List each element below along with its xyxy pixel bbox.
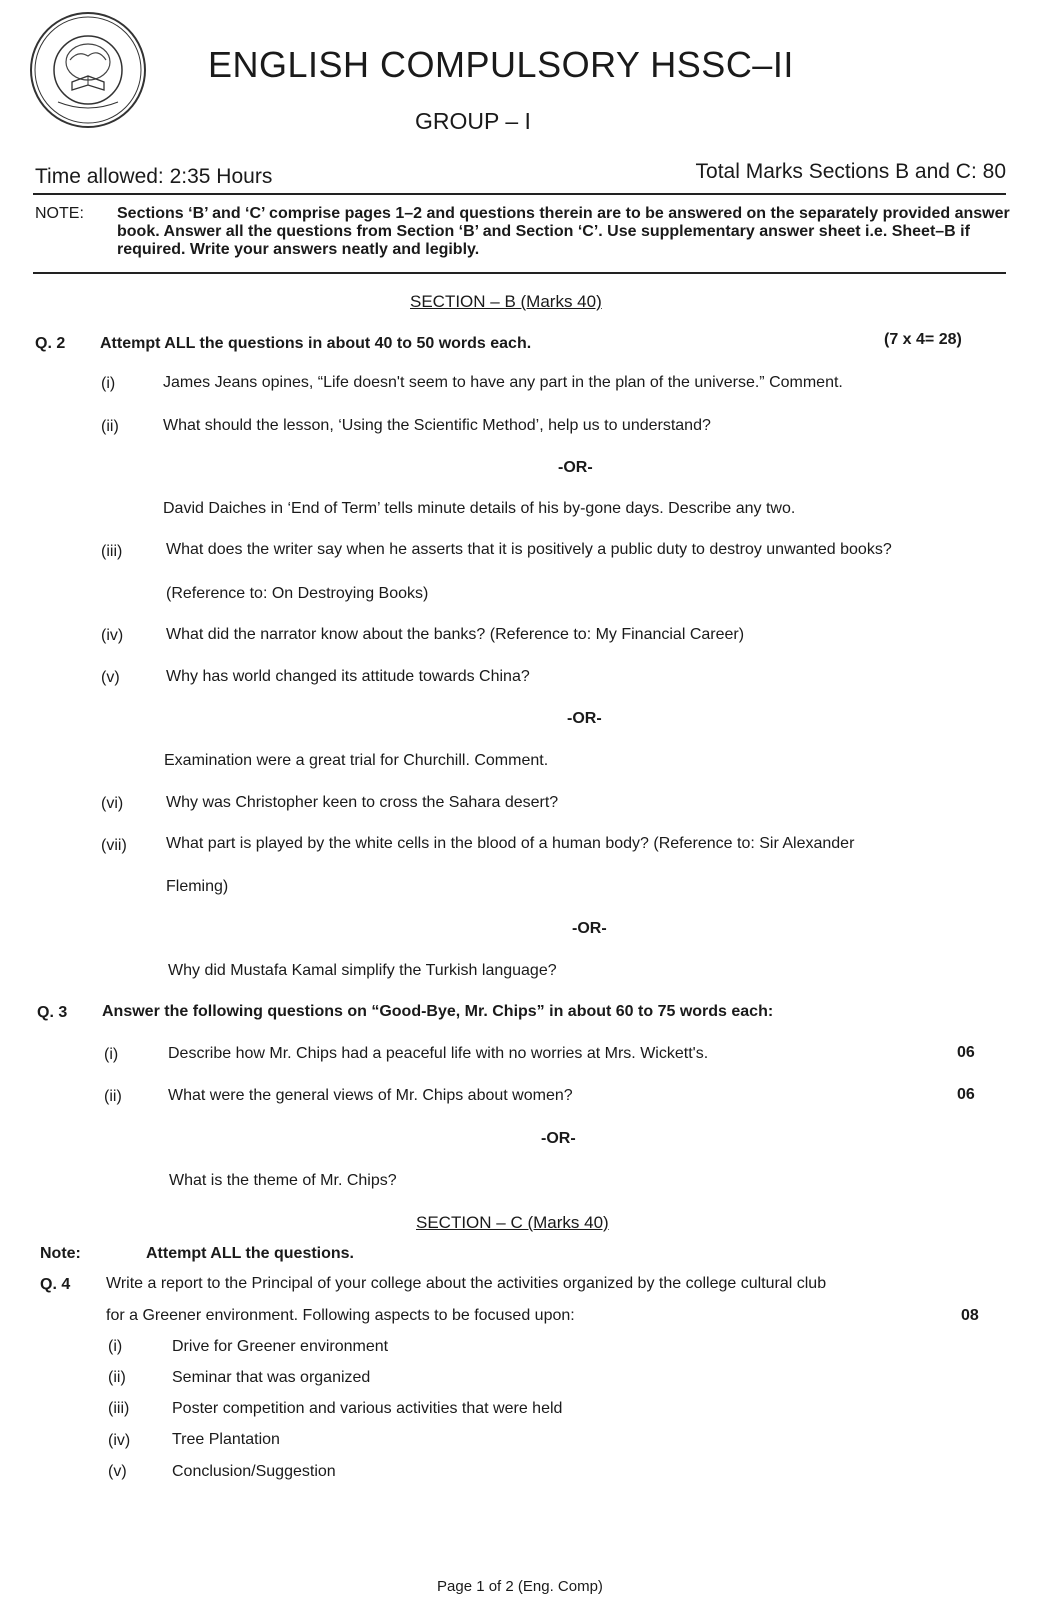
header-divider [33, 193, 1006, 195]
section-c-note-text: Attempt ALL the questions. [146, 1245, 354, 1262]
total-marks: Total Marks Sections B and C: 80 [695, 160, 1006, 183]
or-separator: -OR- [558, 459, 593, 476]
q2-item-text: James Jeans opines, “Life doesn't seem to have any part in the plan of the universe.” Comment. [163, 374, 843, 391]
note-divider [33, 272, 1006, 274]
q4-item-text: Poster competition and various activities that were held [172, 1400, 563, 1417]
q2-item-text: Why was Christopher keen to cross the Sahara desert? [166, 794, 559, 811]
note-text: Sections ‘B’ and ‘C’ comprise pages 1–2 and questions therein are to be answered on the separately provided answer book. Answer all the questions from Section ‘B’ and Section ‘C’. Use supplementary answer sheet i.e. Sheet–B if required. Write your answers neatly and legibly. [117, 205, 1010, 258]
q4-item-number: (i) [108, 1338, 123, 1355]
q4-item-number: (ii) [108, 1369, 126, 1386]
q2-item-text: What part is played by the white cells in the blood of a human body? (Reference to: Sir Alexander [166, 835, 855, 852]
or-separator: -OR- [567, 710, 602, 727]
or-separator: -OR- [572, 920, 607, 937]
q4-item-number: (v) [108, 1463, 127, 1480]
q3-item-number: (i) [104, 1046, 119, 1063]
q2-item-number: (iv) [101, 627, 124, 644]
exam-title: ENGLISH COMPULSORY HSSC–II [208, 44, 794, 85]
q4-number: Q. 4 [40, 1276, 71, 1293]
q2-item-text: What should the lesson, ‘Using the Scientific Method’, help us to understand? [163, 417, 711, 434]
section-c-note-label: Note: [40, 1245, 81, 1262]
time-allowed: Time allowed: 2:35 Hours [35, 165, 273, 188]
page-footer: Page 1 of 2 (Eng. Comp) [437, 1578, 603, 1595]
q4-item-text: Seminar that was organized [172, 1369, 371, 1386]
q2-instruction: Attempt ALL the questions in about 40 to 50 words each. [100, 335, 532, 352]
q3-item-text: What were the general views of Mr. Chips about women? [168, 1087, 573, 1104]
or-separator: -OR- [541, 1130, 576, 1147]
q4-item-number: (iv) [108, 1432, 131, 1449]
board-seal-logo [28, 10, 148, 130]
q3-item-number: (ii) [104, 1088, 122, 1105]
q2-item-number: (vii) [101, 837, 127, 854]
q4-item-text: Conclusion/Suggestion [172, 1463, 336, 1480]
q2-item-text: Why did Mustafa Kamal simplify the Turkish language? [168, 962, 557, 979]
q2-item-number: (iii) [101, 543, 123, 560]
q2-item-number: (i) [101, 375, 116, 392]
q2-item-text: What does the writer say when he asserts that it is positively a public duty to destroy unwanted books? [166, 541, 892, 558]
q4-marks: 08 [961, 1307, 979, 1324]
q2-item-text: (Reference to: On Destroying Books) [166, 585, 429, 602]
q4-prompt-line: for a Greener environment. Following aspects to be focused upon: [106, 1307, 575, 1324]
q2-item-number: (v) [101, 669, 120, 686]
q3-item-marks: 06 [957, 1044, 975, 1061]
q2-marks: (7 x 4= 28) [884, 331, 962, 348]
q3-instruction: Answer the following questions on “Good-Bye, Mr. Chips” in about 60 to 75 words each: [102, 1003, 774, 1020]
q3-number: Q. 3 [37, 1004, 68, 1021]
q3-item-text: Describe how Mr. Chips had a peaceful life with no worries at Mrs. Wickett's. [168, 1045, 709, 1062]
q4-item-number: (iii) [108, 1400, 130, 1417]
q2-item-number: (ii) [101, 418, 119, 435]
q3-item-marks: 06 [957, 1086, 975, 1103]
q2-item-text: David Daiches in ‘End of Term’ tells minute details of his by-gone days. Describe any two. [163, 500, 796, 517]
q4-item-text: Tree Plantation [172, 1431, 280, 1448]
q2-item-text: What did the narrator know about the banks? (Reference to: My Financial Career) [166, 626, 745, 643]
q2-item-text: Examination were a great trial for Churchill. Comment. [164, 752, 549, 769]
note-label: NOTE: [35, 205, 84, 222]
group-label: GROUP – I [415, 108, 531, 134]
q2-item-number: (vi) [101, 795, 124, 812]
q2-item-text: Fleming) [166, 878, 229, 895]
q2-item-text: Why has world changed its attitude towards China? [166, 668, 530, 685]
q3-item-text: What is the theme of Mr. Chips? [169, 1172, 397, 1189]
q2-number: Q. 2 [35, 335, 66, 352]
section-c-heading: SECTION – C (Marks 40) [416, 1213, 609, 1232]
section-b-heading: SECTION – B (Marks 40) [410, 292, 602, 311]
q4-prompt-line: Write a report to the Principal of your college about the activities organized by the college cultural club [106, 1275, 827, 1292]
q4-item-text: Drive for Greener environment [172, 1338, 389, 1355]
